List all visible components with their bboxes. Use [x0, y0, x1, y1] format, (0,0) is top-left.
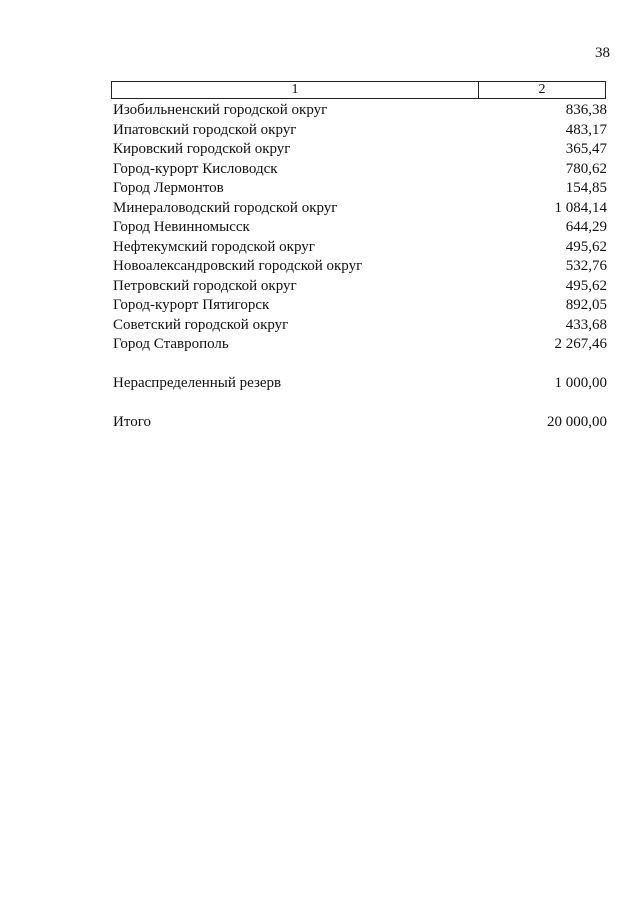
row-name: Город Лермонтов — [113, 180, 224, 196]
table-row — [113, 335, 607, 355]
table-row — [113, 199, 607, 219]
row-name: Ипатовский городской округ — [113, 121, 297, 138]
page-number: 38 — [595, 45, 610, 61]
table-row — [113, 218, 607, 238]
table-row — [113, 179, 607, 199]
row-value: 644,29 — [565, 219, 607, 235]
row-value: 495,62 — [565, 277, 607, 294]
table-row — [113, 257, 607, 277]
row-value: 365,47 — [565, 141, 607, 157]
table-row — [113, 316, 607, 336]
row-name: Город Невинномысск — [113, 219, 250, 235]
row-name: Петровский городской округ — [113, 277, 297, 294]
table-row — [113, 140, 607, 160]
reserve-row — [113, 374, 607, 393]
row-name: Город-курорт Пятигорск — [113, 297, 270, 313]
table-body — [113, 101, 607, 355]
row-value: 780,62 — [565, 160, 607, 177]
row-value: 433,68 — [565, 316, 607, 333]
row-value: 532,76 — [565, 258, 607, 274]
row-value: 483,17 — [565, 121, 607, 138]
table-row — [113, 101, 607, 121]
table-row — [113, 277, 607, 297]
row-name: Нефтекумский городской округ — [113, 238, 315, 255]
row-value: 892,05 — [565, 297, 607, 313]
row-value: 2 267,46 — [554, 336, 607, 352]
row-name: Новоалександровский городской округ — [113, 258, 363, 274]
row-name: Кировский городской округ — [113, 141, 291, 157]
row-name: Советский городской округ — [113, 316, 289, 333]
row-name: Город-курорт Кисловодск — [113, 160, 278, 177]
row-value: 1 084,14 — [554, 199, 607, 216]
reserve-value: 1 000,00 — [554, 375, 607, 391]
table-row — [113, 121, 607, 141]
total-value: 20 000,00 — [547, 414, 607, 430]
table-row — [113, 238, 607, 258]
header-column-1: 1 — [112, 82, 479, 98]
total-label: Итого — [113, 414, 151, 430]
row-value: 836,38 — [565, 102, 607, 118]
reserve-label: Нераспределенный резерв — [113, 375, 282, 391]
table-row — [113, 160, 607, 180]
total-row — [113, 413, 607, 432]
header-column-2: 2 — [538, 82, 546, 97]
row-name: Изобильненский городской округ — [113, 102, 328, 118]
row-value: 495,62 — [565, 238, 607, 255]
row-value: 154,85 — [565, 180, 607, 196]
table-row — [113, 296, 607, 316]
row-name: Город Ставрополь — [113, 336, 229, 352]
row-name: Минераловодский городской округ — [113, 199, 338, 216]
table-header — [111, 81, 606, 99]
